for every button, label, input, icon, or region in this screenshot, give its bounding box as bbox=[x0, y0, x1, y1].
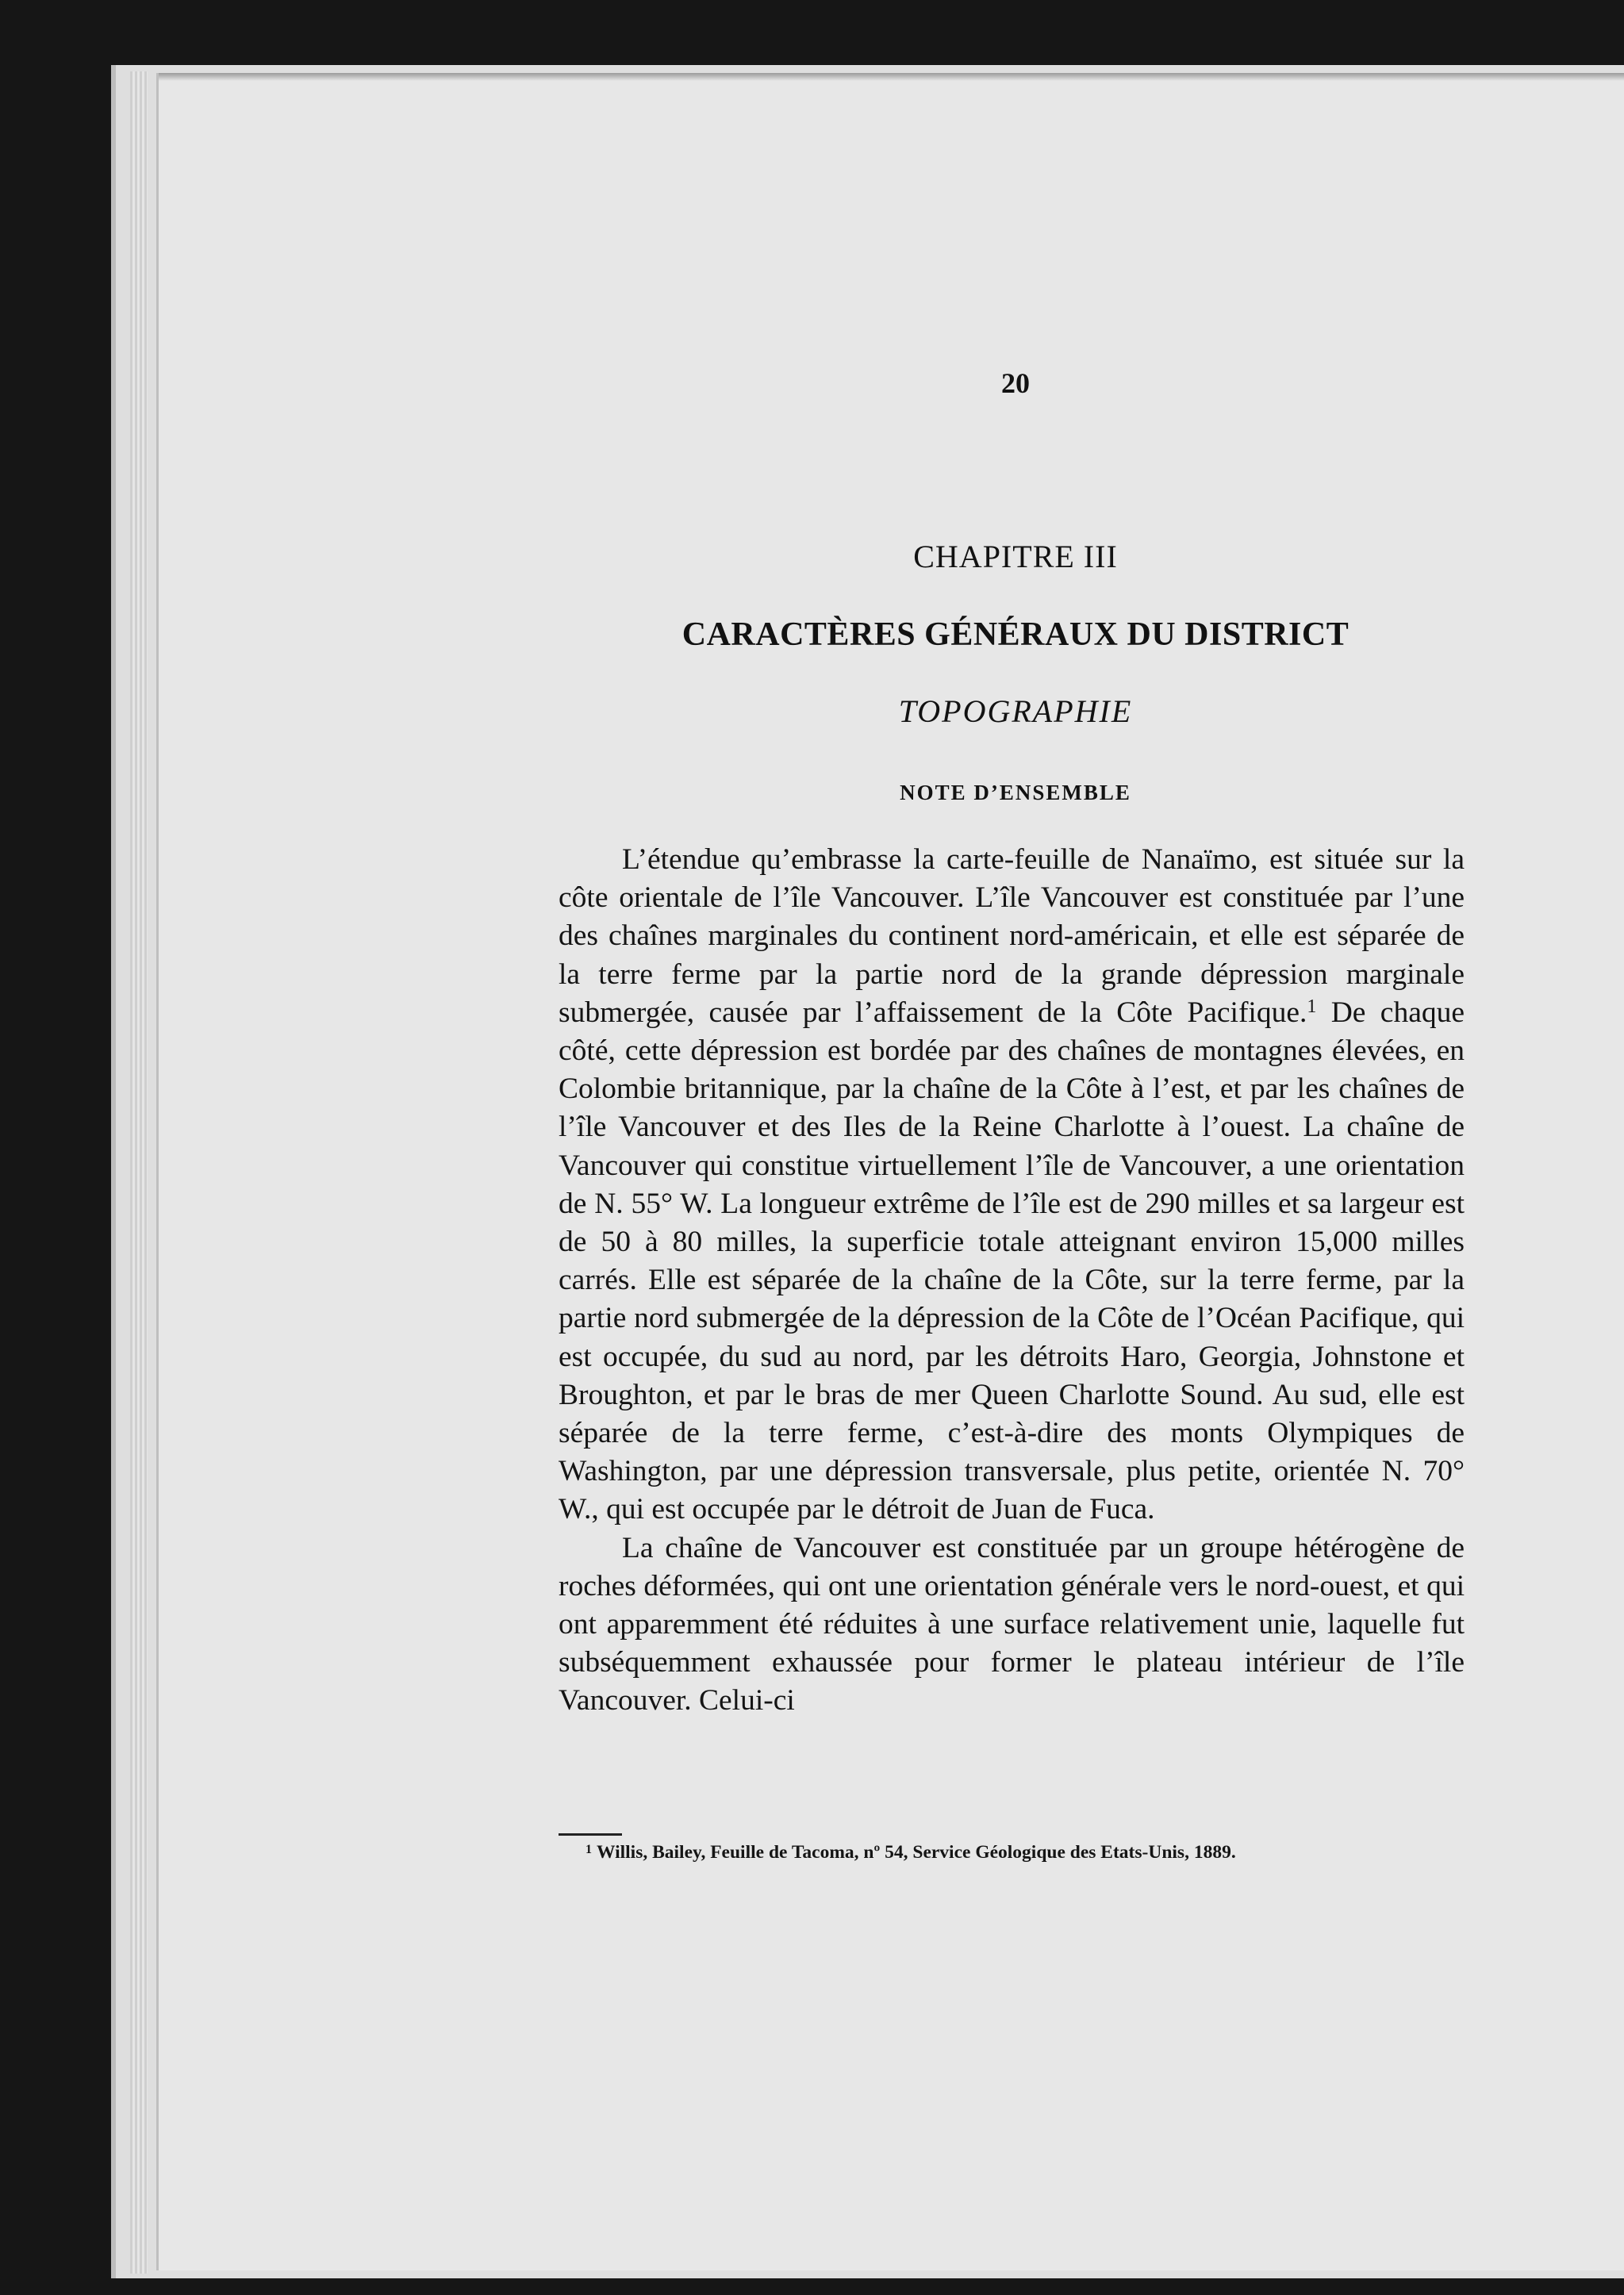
page-top-shadow bbox=[159, 73, 1624, 81]
paragraph-2: La chaîne de Vancouver est constituée par un groupe hétérogène de roches déformées, qui ont une orientation générale vers le nord-ouest, et qui ont apparemment été réduites à une surface relativement unie, laquelle fut subséquemment exhaussée pour former le plateau intérieur de l’île Vancouver. Celui-ci bbox=[559, 1531, 1465, 1717]
chapter-heading: CHAPITRE III bbox=[913, 539, 1118, 574]
paragraph-1-text: L’étendue qu’embrasse la carte-feuille de Nanaïmo, est située sur la côte orientale de l’île Vancouver. L’île Vancouver est constituée par l’une des chaînes marginales du continent nord-américain, et elle est séparée de la terre ferme par la partie nord de la grande dépression marginale submergée, causée par l’affaissement de la Côte Pacifique. bbox=[559, 843, 1465, 1029]
section-heading: TOPOGRAPHIE bbox=[898, 693, 1133, 729]
chapter-title: CARACTÈRES GÉNÉRAUX DU DISTRICT bbox=[681, 616, 1349, 653]
page-number: 20 bbox=[1001, 367, 1030, 399]
footnote-reference: 1 bbox=[1307, 996, 1317, 1017]
subsection-heading: NOTE D’ENSEMBLE bbox=[900, 781, 1131, 804]
body-text bbox=[559, 841, 1465, 1721]
footnote-text: Willis, Bailey, Feuille de Tacoma, nº 54, Service Géologique des Etats-Unis, 1889. bbox=[597, 1842, 1236, 1863]
footnote-divider bbox=[559, 1833, 622, 1836]
paragraph-1-continued: De chaque côté, cette dépression est bordée par des chaînes de montagnes élevées, en Colombie britannique, par la chaîne de la Côte à l’est, et par les chaînes de l’île Vancouver et des Iles de la Reine Charlotte à l’ouest. La chaîne de Vancouver qui constitue virtuellement l’île de Vancouver, a une orientation de N. 55° W. La longueur extrême de l’île est de 290 milles et sa largeur est de 50 à 80 milles, la superficie totale atteignant environ 15,000 milles carrés. Elle est séparée de la chaîne de la Côte, sur la terre ferme, par la partie nord submergée de la dépression de la Côte de l’Océan Pacifique, qui est occupée, du sud au nord, par les détroits Haro, Georgia, Johnstone et Broughton, et par le bras de mer Queen Charlotte Sound. Au sud, elle est séparée de la terre ferme, c’est-à-dire des monts Olympiques de Washington, par une dépression transversale, plus petite, orientée N. 70° W., qui est occupée par le détroit de Juan de Fuca. bbox=[559, 996, 1465, 1526]
footnote-marker: 1 bbox=[585, 1843, 592, 1856]
footnote bbox=[585, 1842, 1466, 1863]
paragraph-1 bbox=[559, 841, 1465, 1529]
